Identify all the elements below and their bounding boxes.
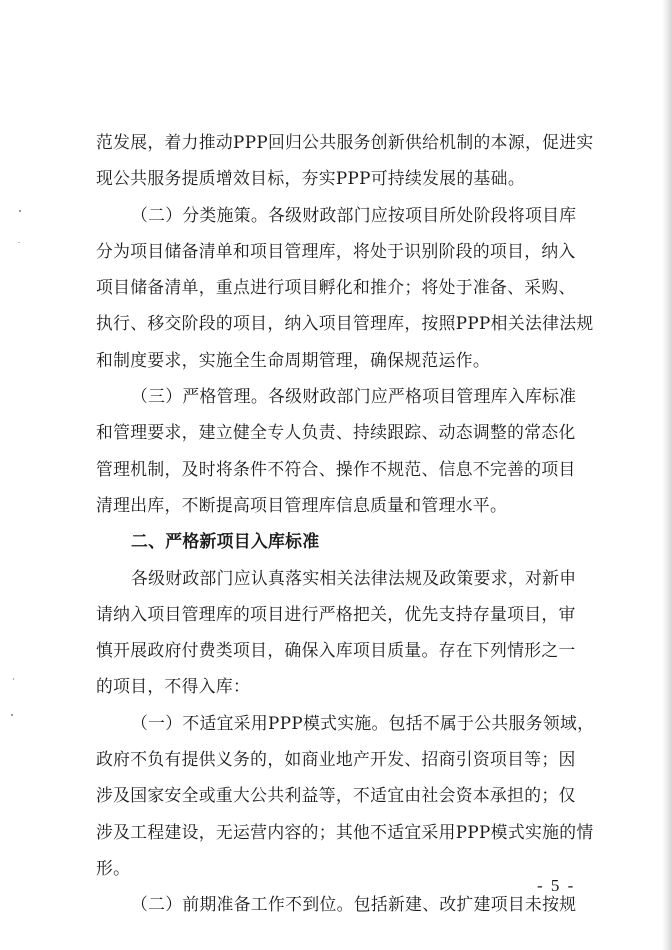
paragraph-line: 分为项目储备清单和项目管理库，将处于识别阶段的项目，纳入 [96,240,576,261]
scan-speck [19,210,21,212]
paragraph-line: 和制度要求，实施全生命周期管理，确保规范运作。 [96,349,491,370]
paragraph-line: 现公共服务提质增效目标，夯实PPP可持续发展的基础。 [96,168,525,189]
paragraph-line: 各级财政部门应认真落实相关法律法规及政策要求，对新申 [131,567,577,588]
paragraph-line: 涉及国家安全或重大公共利益等，不适宜由社会资本承担的；仅 [96,785,576,806]
section-heading: 二、严格新项目入库标准 [131,531,320,552]
page-number: - 5 - [537,876,576,895]
paragraph-line: 清理出库，不断提高项目管理库信息质量和管理水平。 [96,494,508,515]
paragraph-line: 请纳入项目管理库的项目进行严格把关，优先支持存量项目，审 [96,603,576,624]
scan-speck [11,714,13,716]
paragraph-line: 管理机制，及时将条件不符合、操作不规范、信息不完善的项目 [96,458,576,479]
paragraph-line: 政府不负有提供义务的，如商业地产开发、招商引资项目等；因 [96,749,576,770]
paragraph-line: 和管理要求，建立健全专人负责、持续跟踪、动态调整的常态化 [96,422,576,443]
paragraph-line: 形。 [96,857,131,878]
paragraph-line: （二）前期准备工作不到位。包括新建、改扩建项目未按规 [131,894,577,915]
paragraph-line: 执行、移交阶段的项目，纳入项目管理库，按照PPP相关法律法规 [96,313,594,334]
paragraph-line: 的项目，不得入库： [96,676,251,697]
scan-speck [18,242,20,243]
document-body [96,124,595,923]
paragraph-line: （一）不适宜采用PPP模式实施。包括不属于公共服务领域， [131,712,595,733]
paragraph-line: 涉及工程建设，无运营内容的；其他不适宜采用PPP模式实施的情 [96,821,594,842]
scan-speck [13,678,14,680]
page-edge-shadow [662,0,672,950]
paragraph-line: 项目储备清单，重点进行项目孵化和推介；将处于准备、采购、 [96,277,576,298]
paragraph-line: （三）严格管理。各级财政部门应严格项目管理库入库标准 [131,386,577,407]
paragraph-line: 慎开展政府付费类项目，确保入库项目质量。存在下列情形之一 [96,640,576,661]
paragraph-line: 范发展，着力推动PPP回归公共服务创新供给机制的本源，促进实 [96,132,594,152]
paragraph-line: （二）分类施策。各级财政部门应按项目所处阶段将项目库 [131,204,577,225]
